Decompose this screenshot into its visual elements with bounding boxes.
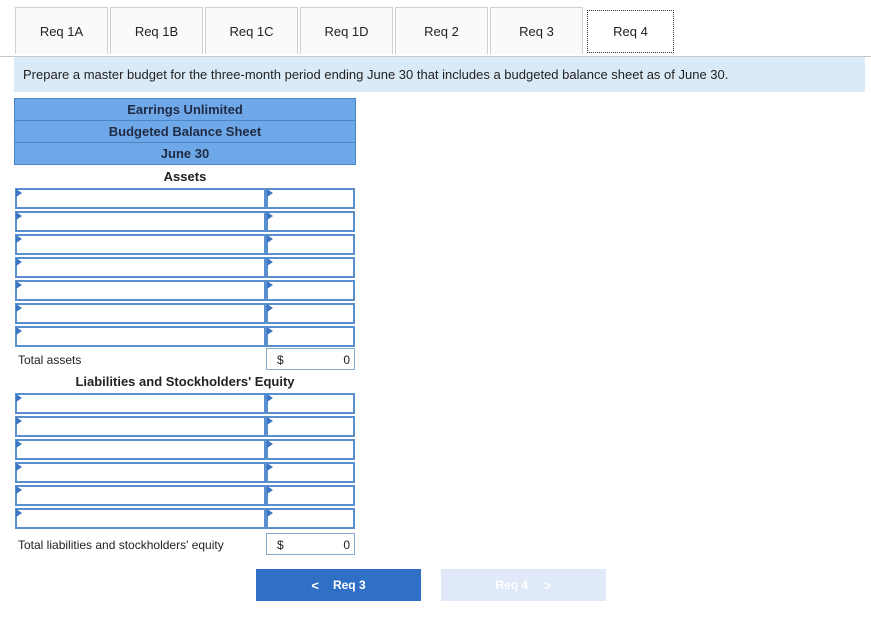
tab-label: Req 1C xyxy=(229,23,274,39)
table-row xyxy=(14,392,356,415)
dropdown-marker-icon xyxy=(267,394,273,402)
dropdown-marker-icon xyxy=(16,212,22,220)
table-row xyxy=(14,187,356,210)
tab-req-1b[interactable] xyxy=(110,7,203,54)
instruction-banner xyxy=(14,57,865,92)
table-row xyxy=(14,302,356,325)
company-name: Earrings Unlimited xyxy=(14,98,356,121)
dropdown-marker-icon xyxy=(267,417,273,425)
asset-amount-input[interactable] xyxy=(266,234,355,255)
table-row xyxy=(14,484,356,507)
dropdown-marker-icon xyxy=(16,189,22,197)
statement-date: June 30 xyxy=(14,143,356,165)
liability-amount-input[interactable] xyxy=(266,416,355,437)
total-liabilities-label: Total liabilities and stockholders' equity xyxy=(18,538,224,552)
table-row xyxy=(14,325,356,348)
dropdown-marker-icon xyxy=(267,440,273,448)
asset-label-input[interactable] xyxy=(15,234,266,255)
dropdown-marker-icon xyxy=(267,212,273,220)
dropdown-marker-icon xyxy=(16,258,22,266)
dropdown-marker-icon xyxy=(267,509,273,517)
currency-symbol: $ xyxy=(277,353,284,367)
dropdown-marker-icon xyxy=(267,486,273,494)
tab-req-1a[interactable] xyxy=(15,7,108,54)
instruction-text: Prepare a master budget for the three-month period ending June 30 that includes a budgeted balance sheet as of June 30. xyxy=(23,67,729,82)
dropdown-marker-icon xyxy=(16,281,22,289)
dropdown-marker-icon xyxy=(267,463,273,471)
liability-amount-input[interactable] xyxy=(266,462,355,483)
table-row xyxy=(14,210,356,233)
table-row xyxy=(14,438,356,461)
tab-label: Req 1A xyxy=(39,23,84,39)
next-req-4-button xyxy=(441,569,606,601)
liability-label-input[interactable] xyxy=(15,462,266,483)
asset-label-input[interactable] xyxy=(15,257,266,278)
liability-amount-input[interactable] xyxy=(266,485,355,506)
liability-label-input[interactable] xyxy=(15,485,266,506)
dropdown-marker-icon xyxy=(267,189,273,197)
chevron-left-icon: < xyxy=(311,577,319,593)
balance-sheet-form xyxy=(14,98,356,555)
tab-label: Req 1D xyxy=(324,23,369,39)
tab-label: Req 1B xyxy=(134,23,179,39)
dropdown-marker-icon xyxy=(16,235,22,243)
tab-req-1d[interactable] xyxy=(300,7,393,54)
tab-label: Req 3 xyxy=(519,23,554,39)
dropdown-marker-icon xyxy=(267,281,273,289)
table-row xyxy=(14,415,356,438)
total-assets-value: 0 xyxy=(343,353,350,367)
asset-amount-input[interactable] xyxy=(266,280,355,301)
asset-label-input[interactable] xyxy=(15,326,266,347)
total-liabilities-value: 0 xyxy=(343,538,350,552)
asset-amount-input[interactable] xyxy=(266,188,355,209)
total-assets-label: Total assets xyxy=(18,353,82,367)
total-assets-row xyxy=(14,348,356,370)
requirement-tabs xyxy=(0,0,871,57)
asset-label-input[interactable] xyxy=(15,303,266,324)
dropdown-marker-icon xyxy=(16,509,22,517)
prev-req-3-button[interactable] xyxy=(256,569,421,601)
next-button-label: Req 4 xyxy=(495,578,529,592)
liabilities-heading: Liabilities and Stockholders' Equity xyxy=(75,373,295,389)
table-row xyxy=(14,461,356,484)
table-row xyxy=(14,256,356,279)
currency-symbol: $ xyxy=(277,538,284,552)
liability-amount-input[interactable] xyxy=(266,393,355,414)
dropdown-marker-icon xyxy=(16,417,22,425)
tab-req-2[interactable] xyxy=(395,7,488,54)
asset-label-input[interactable] xyxy=(15,280,266,301)
asset-amount-input[interactable] xyxy=(266,303,355,324)
asset-label-input[interactable] xyxy=(15,211,266,232)
liability-label-input[interactable] xyxy=(15,416,266,437)
dropdown-marker-icon xyxy=(267,304,273,312)
statement-title: Budgeted Balance Sheet xyxy=(14,121,356,143)
dropdown-marker-icon xyxy=(267,235,273,243)
dropdown-marker-icon xyxy=(16,394,22,402)
asset-label-input[interactable] xyxy=(15,188,266,209)
asset-amount-input[interactable] xyxy=(266,211,355,232)
dropdown-marker-icon xyxy=(16,486,22,494)
table-row xyxy=(14,279,356,302)
table-row xyxy=(14,507,356,530)
asset-amount-input[interactable] xyxy=(266,257,355,278)
assets-heading: Assets xyxy=(163,168,207,184)
dropdown-marker-icon xyxy=(16,440,22,448)
prev-button-label: Req 3 xyxy=(332,578,366,592)
dropdown-marker-icon xyxy=(16,463,22,471)
table-row xyxy=(14,233,356,256)
tab-label: Req 4 xyxy=(613,24,648,39)
liability-amount-input[interactable] xyxy=(266,439,355,460)
asset-rows xyxy=(14,187,356,348)
dropdown-marker-icon xyxy=(267,327,273,335)
asset-amount-input[interactable] xyxy=(266,326,355,347)
chevron-right-icon: > xyxy=(544,577,552,593)
dropdown-marker-icon xyxy=(16,304,22,312)
tab-req-3[interactable] xyxy=(490,7,583,54)
dropdown-marker-icon xyxy=(16,327,22,335)
liability-label-input[interactable] xyxy=(15,393,266,414)
liability-rows xyxy=(14,392,356,530)
dropdown-marker-icon xyxy=(267,258,273,266)
liability-label-input[interactable] xyxy=(15,508,266,529)
tab-req-1c[interactable] xyxy=(205,7,298,54)
tab-label: Req 2 xyxy=(424,23,459,39)
tab-req-4[interactable] xyxy=(584,7,677,54)
liability-amount-input[interactable] xyxy=(266,508,355,529)
liability-label-input[interactable] xyxy=(15,439,266,460)
total-liabilities-row xyxy=(14,533,356,555)
